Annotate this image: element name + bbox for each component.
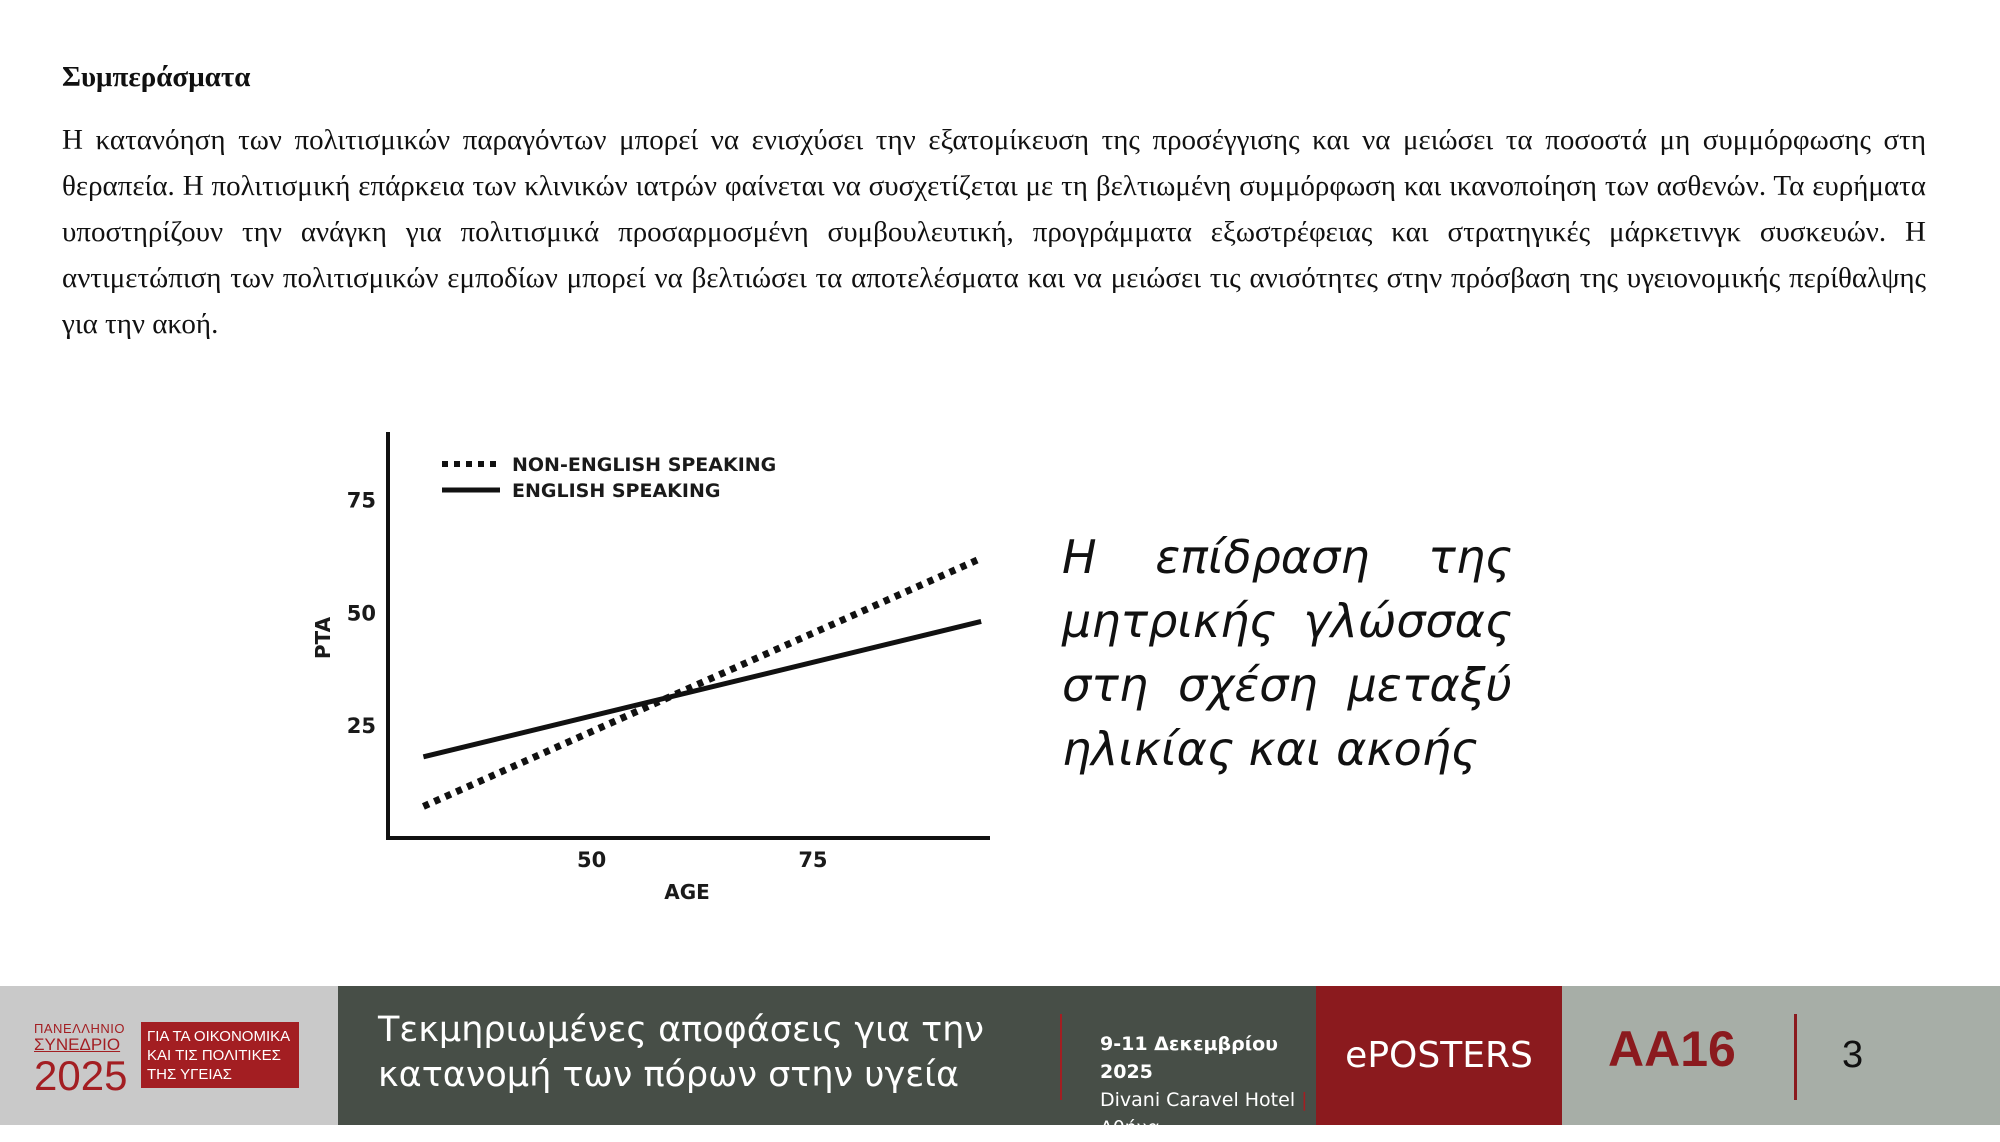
x-axis-label: AGE xyxy=(664,880,710,904)
conclusions-section xyxy=(62,55,1926,347)
logo-box-line1: ΓΙΑ ΤΑ ΟΙΚΟΝΟΜΙΚΑ xyxy=(147,1028,291,1045)
event-details xyxy=(1100,1030,1316,1142)
poster-code: AA16 xyxy=(1608,1021,1736,1077)
legend-label: NON-ENGLISH SPEAKING xyxy=(512,454,777,476)
page-number: 3 xyxy=(1842,1034,1864,1076)
pta-age-chart xyxy=(300,420,1010,920)
conference-title xyxy=(378,1008,984,1098)
y-axis-label: PTA xyxy=(311,616,335,660)
legend-label: ENGLISH SPEAKING xyxy=(512,480,721,502)
title-line2: κατανομή των πόρων στην υγεία xyxy=(378,1055,960,1095)
x-tick-label: 75 xyxy=(798,848,828,872)
conclusions-paragraph: Η κατανόηση των πολιτισμικών παραγόντων μπορεί να ενισχύσει την εξατομίκευση της προσέγγισης και να μειώσει τα ποσοστά μη συμμόρφωσης στη θεραπεία. Η πολιτισμική επάρκεια των κλινικών ιατρών φαίνεται να συσχετίζεται με τη βελτιωμένη συμμόρφωση και ικανοποίηση των ασθενών. Τα ευρήματα υποστηρίζουν την ανάγκη για πολιτισμικά προσαρμοσμένη συμβουλευτική, προγράμματα εξωστρέφειας και στρατηγικές μάρκετινγκ συσκευών. Η αντιμετώπιση των πολιτισμικών εμποδίων μπορεί να βελτιώσει τα αποτελέσματα και να μειώσει τις ανισότητες στην πρόσβαση της υγειονομικής περίθαλψης για την ακοή. xyxy=(62,124,1926,340)
x-tick-label: 50 xyxy=(577,848,607,872)
conference-logo xyxy=(0,986,338,1125)
event-venue: Divani Caravel Hotel xyxy=(1100,1089,1296,1111)
series-line-english xyxy=(423,621,981,756)
footer-bar xyxy=(0,986,2000,1139)
logo-year: 2025 xyxy=(34,1052,128,1099)
venue-separator: | xyxy=(1301,1089,1308,1111)
event-date: 9-11 Δεκεμβρίου 2025 xyxy=(1100,1033,1278,1083)
series-line-non-english xyxy=(423,558,981,806)
logo-subtitle-box xyxy=(141,1022,299,1088)
y-tick-label: 25 xyxy=(346,714,376,739)
code-divider xyxy=(1794,1014,1797,1100)
chart-svg xyxy=(300,420,1010,920)
section-heading: Συμπεράσματα xyxy=(62,61,251,93)
title-line1: Τεκμηριωμένες αποφάσεις για την xyxy=(378,1010,984,1050)
logo-wordmark xyxy=(34,1022,127,1098)
chart-caption: Η επίδραση της μητρικής γλώσσας στη σχέση μεταξύ ηλικίας και ακοής xyxy=(1062,530,1512,776)
logo-line1: ΠΑΝΕΛΛΗΝΙΟ xyxy=(34,1021,125,1036)
title-divider xyxy=(1060,1014,1062,1100)
logo-box-line3: ΤΗΣ ΥΓΕΙΑΣ xyxy=(147,1066,232,1083)
eposters-label: ePOSTERS xyxy=(1316,986,1562,1125)
y-tick-label: 75 xyxy=(346,488,376,513)
event-city: Αθήνα xyxy=(1100,1117,1160,1139)
logo-box-line2: ΚΑΙ ΤΙΣ ΠΟΛΙΤΙΚΕΣ xyxy=(147,1047,281,1064)
y-tick-label: 50 xyxy=(346,601,376,626)
conference-title-panel xyxy=(338,986,1316,1139)
poster-code-panel xyxy=(1562,986,2000,1125)
logo-line2: ΣΥΝΕΔΡΙΟ xyxy=(34,1035,121,1054)
